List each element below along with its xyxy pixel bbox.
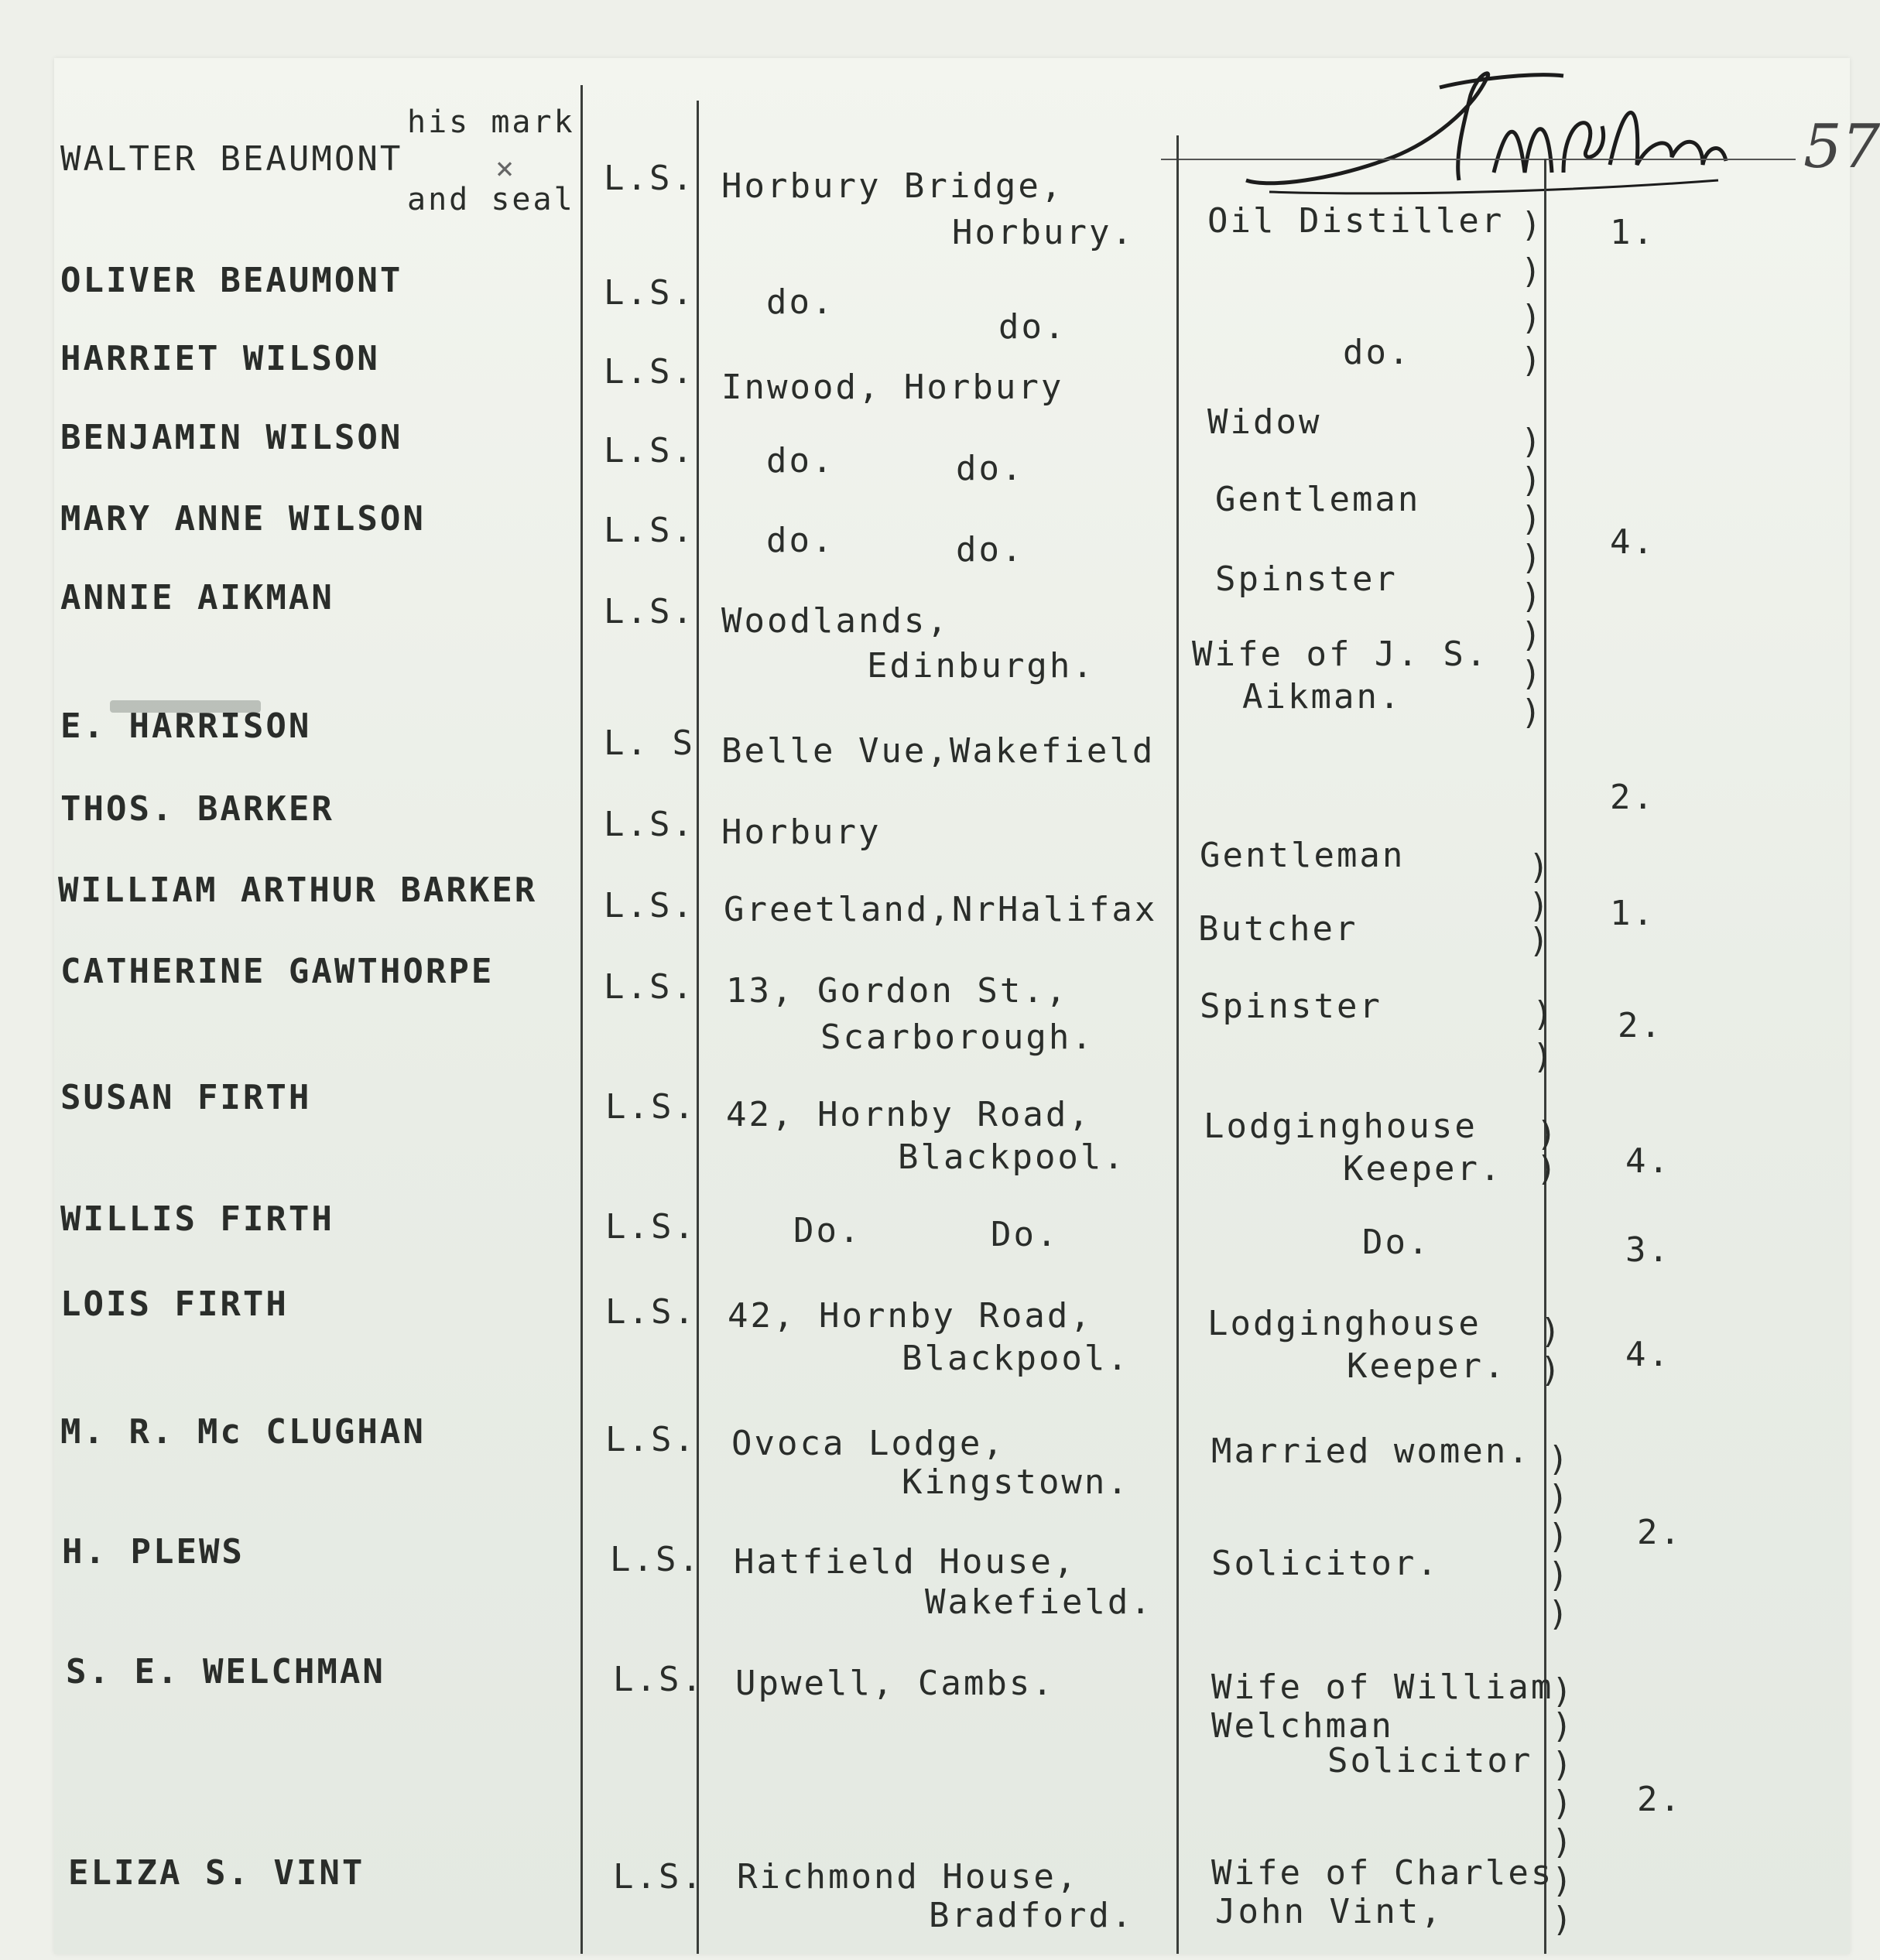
entry-address-line2: Wakefield. <box>925 1582 1153 1622</box>
entry-address: do. <box>766 441 835 481</box>
bracket-mark: ) <box>1536 1114 1557 1154</box>
bracket-mark: ) <box>1552 1784 1573 1823</box>
entry-occupation: Oil Distiller <box>1207 201 1505 241</box>
entry-name: S. E. WELCHMAN <box>66 1652 385 1691</box>
entry-address: Horbury <box>721 812 882 852</box>
entry-name: CATHERINE GAWTHORPE <box>60 952 495 991</box>
entry-seal: L.S. <box>613 1660 704 1699</box>
entry-seal: L.S. <box>610 1540 701 1579</box>
entry-address-line2: do. <box>956 449 1025 488</box>
entry-occupation: Wife of Charles <box>1211 1853 1554 1893</box>
entry-address: 42, Hornby Road, <box>728 1296 1093 1336</box>
entry-address-line2: do. <box>998 307 1067 347</box>
entry-address: Do. <box>793 1211 862 1250</box>
entry-count: 2. <box>1637 1780 1683 1819</box>
bracket-mark: ) <box>1540 1350 1561 1390</box>
bracket-mark: ) <box>1532 1037 1553 1076</box>
entry-occupation: Butcher <box>1198 909 1358 949</box>
entry-occupation-line2: Welchman <box>1211 1706 1394 1746</box>
entry-seal: L.S. <box>604 967 695 1007</box>
seal-note-line2: and seal <box>407 182 575 217</box>
column-divider-occupation <box>1176 135 1179 1954</box>
entry-count: 1. <box>1610 894 1656 933</box>
entry-seal: L.S. <box>604 511 695 550</box>
seal-note-line1: his mark <box>407 104 575 140</box>
bracket-mark: ) <box>1521 298 1542 337</box>
entry-seal: L.S. <box>613 1857 704 1897</box>
entry-address: do. <box>766 521 835 560</box>
entry-name: BENJAMIN WILSON <box>60 418 403 457</box>
entry-occupation-line2: Aikman. <box>1242 677 1402 717</box>
entry-seal: L.S. <box>605 1087 697 1127</box>
entry-address-line2: Bradford. <box>929 1896 1135 1935</box>
entry-seal: L.S. <box>605 1207 697 1247</box>
bracket-mark: ) <box>1552 1671 1573 1711</box>
entry-seal: L.S. <box>604 886 695 925</box>
entry-address-line2: do. <box>956 530 1025 570</box>
entry-address: 13, Gordon St., <box>726 971 1069 1011</box>
column-divider-seal <box>580 85 583 1954</box>
seal-note-mark: × <box>495 151 517 186</box>
entry-address-line2: Blackpool. <box>902 1339 1130 1378</box>
entry-name: OLIVER BEAUMONT <box>60 261 403 300</box>
entry-occupation: Solicitor. <box>1211 1544 1440 1583</box>
entry-seal: L.S. <box>605 1420 697 1459</box>
bracket-mark: ) <box>1552 1900 1573 1939</box>
entry-address-line2: Scarborough. <box>820 1018 1094 1057</box>
entry-count: 2. <box>1637 1513 1683 1552</box>
entry-name: E. HARRISON <box>60 706 312 746</box>
bracket-mark: ) <box>1548 1594 1569 1633</box>
entry-address: Belle Vue,Wakefield <box>721 731 1156 771</box>
bracket-mark: ) <box>1521 654 1542 693</box>
entry-occupation: Gentleman <box>1200 836 1406 875</box>
bracket-mark: ) <box>1521 576 1542 616</box>
entry-count: 4. <box>1625 1141 1671 1181</box>
entry-address: Upwell, Cambs. <box>735 1664 1055 1703</box>
entry-name: WILLIS FIRTH <box>60 1199 334 1239</box>
entry-seal: L.S. <box>604 352 695 392</box>
bracket-mark: ) <box>1548 1517 1569 1556</box>
entry-seal: L.S. <box>605 1292 697 1332</box>
entry-name: MARY ANNE WILSON <box>60 499 426 539</box>
bracket-mark: ) <box>1548 1439 1569 1479</box>
document-page <box>54 58 1880 1954</box>
entry-name: LOIS FIRTH <box>60 1284 289 1324</box>
entry-seal: L.S. <box>604 159 695 198</box>
bracket-mark: ) <box>1521 251 1542 291</box>
bracket-mark: ) <box>1521 205 1542 245</box>
entry-occupation: Married women. <box>1211 1432 1531 1471</box>
entry-count: 4. <box>1625 1335 1671 1374</box>
entry-seal: L.S. <box>604 805 695 844</box>
bracket-mark: ) <box>1552 1706 1573 1746</box>
bracket-mark: ) <box>1529 921 1550 960</box>
entry-count: 2. <box>1618 1006 1663 1045</box>
entry-name: ELIZA S. VINT <box>68 1853 365 1893</box>
entry-occupation: Spinster <box>1200 987 1382 1026</box>
bracket-mark: ) <box>1521 460 1542 500</box>
bracket-mark: ) <box>1529 886 1550 925</box>
entry-address: Inwood, Horbury <box>721 368 1064 407</box>
entry-name: THOS. BARKER <box>60 789 334 829</box>
entry-occupation: Wife of William <box>1211 1668 1554 1707</box>
entry-address: do. <box>766 282 835 322</box>
entry-name: WALTER BEAUMONT <box>60 139 403 179</box>
entry-name: H. PLEWS <box>62 1532 245 1572</box>
signature-image <box>1238 64 1734 196</box>
bracket-mark: ) <box>1529 847 1550 887</box>
entry-occupation: Lodginghouse <box>1204 1107 1478 1146</box>
entry-occupation-line2: Keeper. <box>1347 1346 1507 1386</box>
entry-count: 2. <box>1610 778 1656 817</box>
bracket-mark: ) <box>1548 1555 1569 1595</box>
bracket-mark: ) <box>1540 1312 1561 1351</box>
entry-address: Richmond House, <box>737 1857 1080 1897</box>
entry-occupation-line2: Keeper. <box>1343 1149 1503 1189</box>
entry-seal: L.S. <box>604 273 695 313</box>
entry-address: Horbury Bridge, <box>721 166 1064 206</box>
entry-count: 3. <box>1625 1230 1671 1270</box>
bracket-mark: ) <box>1536 1149 1557 1189</box>
bracket-mark: ) <box>1521 340 1542 380</box>
entry-occupation-line3: Solicitor <box>1327 1741 1533 1780</box>
entry-address: 42, Hornby Road, <box>726 1095 1091 1134</box>
page-number: 57 <box>1803 112 1880 182</box>
entry-occupation: Spinster <box>1215 559 1398 599</box>
entry-name: WILLIAM ARTHUR BARKER <box>58 871 538 910</box>
bracket-mark: ) <box>1521 693 1542 732</box>
entry-address-line2: Blackpool. <box>898 1137 1126 1177</box>
bracket-mark: ) <box>1552 1745 1573 1784</box>
entry-name: SUSAN FIRTH <box>60 1078 312 1117</box>
entry-name: M. R. Mc CLUGHAN <box>60 1412 426 1452</box>
entry-seal: L. S <box>604 723 695 763</box>
entry-address: Greetland,NrHalifax <box>724 890 1158 929</box>
entry-seal: L.S. <box>604 431 695 470</box>
entry-occupation: do. <box>1343 333 1412 372</box>
entry-address-line2: Edinburgh. <box>867 646 1095 686</box>
entry-occupation: Gentleman <box>1215 480 1421 519</box>
entry-occupation: Do. <box>1362 1223 1431 1262</box>
entry-address: Woodlands, <box>721 601 950 641</box>
entry-count: 1. <box>1610 213 1656 252</box>
entry-address-line2: Horbury. <box>952 213 1135 252</box>
bracket-mark: ) <box>1521 538 1542 577</box>
entry-seal: L.S. <box>604 592 695 631</box>
bracket-mark: ) <box>1532 994 1553 1034</box>
entry-name: ANNIE AIKMAN <box>60 578 334 617</box>
entry-occupation: Wife of J. S. <box>1192 635 1489 674</box>
bracket-mark: ) <box>1521 615 1542 655</box>
bracket-mark: ) <box>1548 1478 1569 1517</box>
entry-occupation-line2: John Vint, <box>1215 1892 1443 1931</box>
entry-address: Ovoca Lodge, <box>731 1424 1005 1463</box>
entry-occupation: Widow <box>1207 402 1322 442</box>
bracket-mark: ) <box>1552 1861 1573 1900</box>
top-rule <box>1161 159 1796 160</box>
entry-address: Hatfield House, <box>734 1542 1077 1582</box>
entry-count: 4. <box>1610 522 1656 562</box>
bracket-mark: ) <box>1521 422 1542 461</box>
bracket-mark: ) <box>1521 499 1542 539</box>
entry-address-line2: Kingstown. <box>902 1462 1130 1502</box>
entry-address-line2: Do. <box>991 1215 1060 1254</box>
bracket-mark: ) <box>1552 1822 1573 1862</box>
entry-name: HARRIET WILSON <box>60 339 380 378</box>
entry-occupation: Lodginghouse <box>1207 1304 1481 1343</box>
